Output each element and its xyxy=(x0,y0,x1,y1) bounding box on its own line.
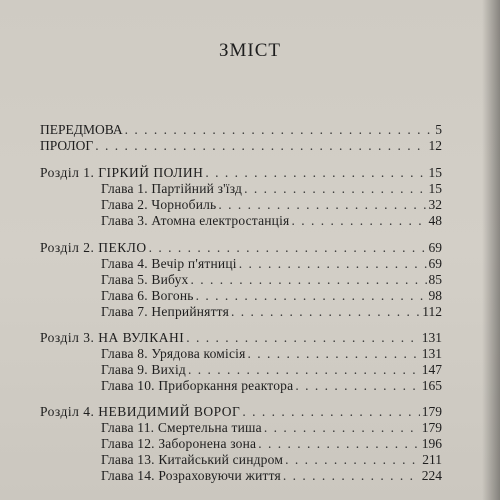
toc-chapter xyxy=(101,196,442,213)
leader-dots xyxy=(291,212,426,229)
leader-dots xyxy=(205,164,426,181)
section-page: 15 xyxy=(428,165,442,180)
chapter-label: Глава 5. Вибух xyxy=(101,272,189,287)
section-page: 179 xyxy=(421,404,442,419)
chapter-page: 224 xyxy=(421,468,442,483)
chapter-label: Глава 8. Урядова комісія xyxy=(101,346,246,361)
chapter-page: 131 xyxy=(421,346,442,361)
toc-chapter xyxy=(101,345,442,362)
section-label: Розділ 1. ГІРКИЙ ПОЛИН xyxy=(40,165,204,180)
toc-section xyxy=(40,239,442,256)
toc-section xyxy=(40,164,442,181)
toc-section xyxy=(40,403,442,420)
chapter-page: 112 xyxy=(422,304,442,319)
chapter-page: 196 xyxy=(421,436,442,451)
leader-dots xyxy=(285,451,420,468)
leader-dots xyxy=(242,403,419,420)
leader-dots xyxy=(196,287,427,304)
chapter-page: 98 xyxy=(428,288,442,303)
toc-entry-label: ПРОЛОГ xyxy=(40,138,94,153)
leader-dots xyxy=(186,329,420,346)
leader-dots xyxy=(295,377,419,394)
chapter-label: Глава 14. Розраховуючи життя xyxy=(101,468,281,483)
toc-entry-page: 5 xyxy=(435,122,442,137)
section-label: Розділ 2. ПЕКЛО xyxy=(40,240,147,255)
toc-chapter xyxy=(101,419,442,436)
toc-entry-page: 12 xyxy=(428,138,442,153)
toc-entry-front xyxy=(40,137,442,154)
toc-chapter xyxy=(101,271,442,288)
leader-dots xyxy=(188,361,420,378)
leader-dots xyxy=(95,137,426,154)
chapter-label: Глава 9. Вихід xyxy=(101,362,186,377)
leader-dots xyxy=(218,196,426,213)
leader-dots xyxy=(244,180,426,197)
section-page: 69 xyxy=(428,240,442,255)
leader-dots xyxy=(248,345,420,362)
chapter-label: Глава 7. Неприйняття xyxy=(101,304,230,319)
toc-chapter xyxy=(101,467,442,484)
chapter-label: Глава 2. Чорнобиль xyxy=(101,197,217,212)
leader-dots xyxy=(258,435,420,452)
toc-section xyxy=(40,329,442,346)
chapter-label: Глава 10. Приборкання реактора xyxy=(101,378,294,393)
chapter-page: 48 xyxy=(428,213,442,228)
chapter-label: Глава 13. Китайський синдром xyxy=(101,452,284,467)
chapter-label: Глава 11. Смертельна тиша xyxy=(101,420,262,435)
toc-chapter xyxy=(101,377,442,394)
section-page: 131 xyxy=(421,330,442,345)
toc-entry-label: ПЕРЕДМОВА xyxy=(40,122,123,137)
leader-dots xyxy=(149,239,427,256)
chapter-page: 179 xyxy=(421,420,442,435)
toc-chapter xyxy=(101,451,442,468)
chapter-label: Глава 3. Атомна електростанція xyxy=(101,213,290,228)
page-title: ЗМІСТ xyxy=(218,40,282,61)
section-label: Розділ 4. НЕВИДИМИЙ ВОРОГ xyxy=(40,404,241,419)
leader-dots xyxy=(125,121,434,138)
toc-chapter xyxy=(101,180,442,197)
leader-dots xyxy=(283,467,420,484)
toc-chapter xyxy=(101,212,442,229)
chapter-label: Глава 1. Партійний з'їзд xyxy=(101,181,243,196)
toc-chapter xyxy=(101,287,442,304)
chapter-label: Глава 6. Вогонь xyxy=(101,288,194,303)
chapter-page: 165 xyxy=(421,378,442,393)
section-label: Розділ 3. НА ВУЛКАНІ xyxy=(40,330,185,345)
leader-dots xyxy=(264,419,420,436)
leader-dots xyxy=(190,271,426,288)
chapter-page: 15 xyxy=(428,181,442,196)
toc-chapter xyxy=(101,255,442,272)
chapter-page: 69 xyxy=(428,256,442,271)
chapter-label: Глава 12. Заборонена зона xyxy=(101,436,257,451)
chapter-page: 32 xyxy=(428,197,442,212)
leader-dots xyxy=(231,303,420,320)
chapter-label: Глава 4. Вечір п'ятниці xyxy=(101,256,237,271)
toc-chapter xyxy=(101,435,442,452)
chapter-page: 85 xyxy=(428,272,442,287)
chapter-page: 211 xyxy=(422,452,442,467)
leader-dots xyxy=(239,255,427,272)
toc-entry-front xyxy=(40,121,442,138)
toc-chapter xyxy=(101,303,442,320)
chapter-page: 147 xyxy=(421,362,442,377)
toc-chapter xyxy=(101,361,442,378)
